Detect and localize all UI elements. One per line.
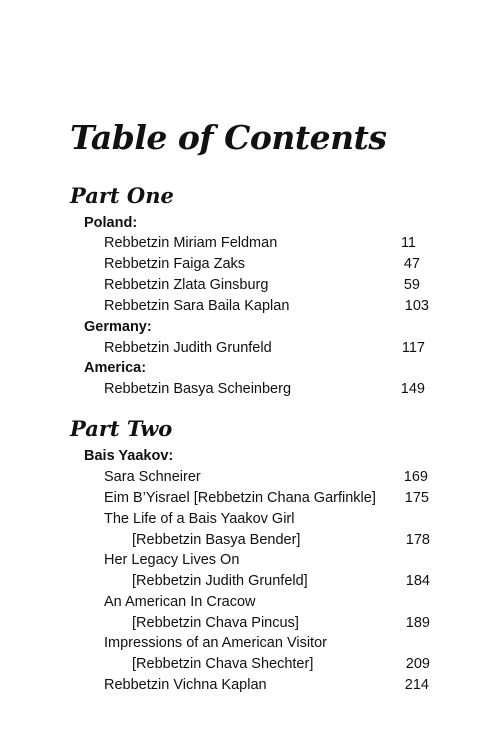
part-two-heading: Part Two: [70, 416, 173, 441]
toc-entry: Rebbetzin Sara Baila Kaplan: [104, 298, 290, 314]
section-label-america: America:: [84, 360, 147, 376]
toc-page-number: 178: [405, 532, 430, 548]
toc-page-number: 59: [403, 277, 420, 293]
toc-page-number: 189: [405, 615, 430, 631]
toc-entry: An American In Cracow: [104, 594, 256, 610]
toc-page-number: 214: [404, 677, 429, 693]
toc-entry: Her Legacy Lives On: [104, 552, 240, 568]
toc-entry: [Rebbetzin Basya Bender]: [132, 532, 301, 548]
toc-page-number: 209: [405, 656, 430, 672]
toc-entry: Rebbetzin Faiga Zaks: [104, 256, 246, 272]
toc-page-number: 47: [403, 256, 420, 272]
toc-entry: Rebbetzin Miriam Feldman: [104, 235, 278, 251]
toc-entry: Rebbetzin Basya Scheinberg: [104, 381, 292, 397]
toc-entry: Rebbetzin Judith Grunfeld: [104, 340, 272, 356]
toc-entry: Sara Schneirer: [104, 469, 201, 485]
toc-page-number: 149: [400, 381, 425, 397]
toc-entry: Impressions of an American Visitor: [104, 635, 327, 651]
toc-entry: [Rebbetzin Judith Grunfeld]: [132, 573, 308, 589]
section-label-germany: Germany:: [84, 319, 152, 335]
page-title: Table of Contents: [70, 118, 387, 157]
toc-page-number: 169: [403, 469, 428, 485]
toc-page-number: 117: [401, 340, 425, 356]
toc-entry: Rebbetzin Vichna Kaplan: [104, 677, 267, 693]
part-one-heading: Part One: [70, 183, 174, 208]
toc-entry: The Life of a Bais Yaakov Girl: [104, 511, 295, 527]
toc-entry: [Rebbetzin Chava Pincus]: [132, 615, 299, 631]
toc-page-number: 184: [405, 573, 430, 589]
toc-page-number: 11: [400, 235, 416, 251]
toc-entry: Rebbetzin Zlata Ginsburg: [104, 277, 269, 293]
toc-page-number: 103: [404, 298, 429, 314]
toc-page-number: 175: [404, 490, 429, 506]
section-label-poland: Poland:: [84, 215, 138, 231]
section-label-bais-yaakov: Bais Yaakov:: [84, 448, 174, 464]
toc-entry: [Rebbetzin Chava Shechter]: [132, 656, 314, 672]
toc-entry: Eim B’Yisrael [Rebbetzin Chana Garfinkle]: [104, 490, 376, 506]
